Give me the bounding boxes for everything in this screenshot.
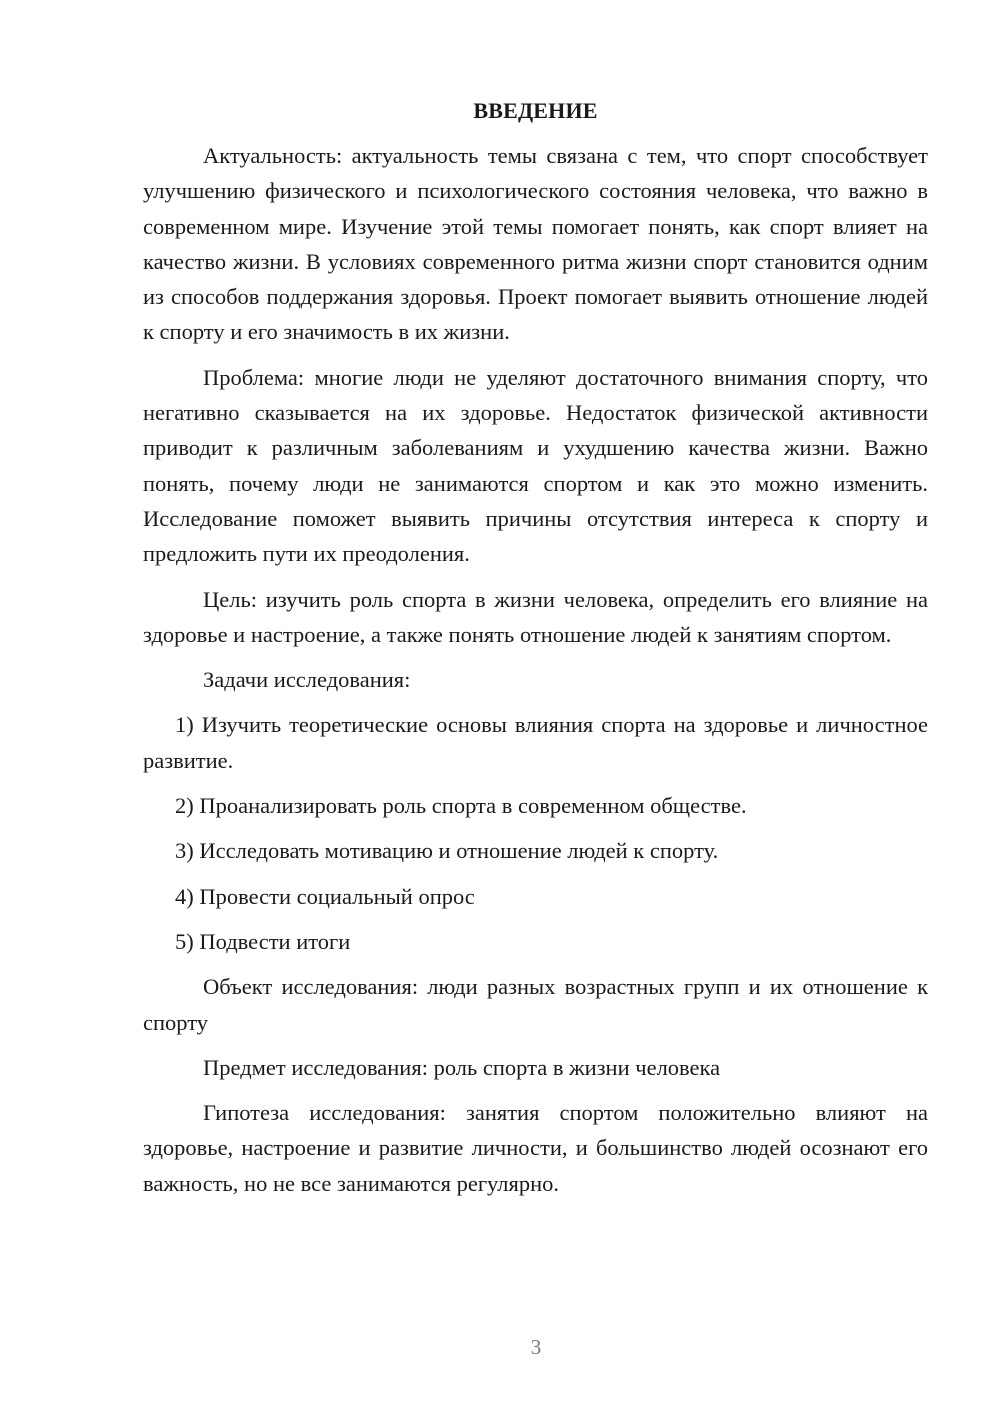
page-number: 3 — [530, 1335, 542, 1359]
paragraph-subject: Предмет исследования: роль спорта в жизни человека — [203, 1054, 721, 1080]
page-content — [143, 96, 928, 1211]
paragraph-relevance: Актуальность: актуальность темы связана с тем, что спорт способствует улучшению физического и психологического состояния человека, что важно в современном мире. Изучение этой темы помогает понять, как спорт влияет на качество жизни. В условиях современного ритма жизни спорт становится одним из способов поддержания здоровья. Проект помогает выявить отношение людей к спорту и его значимость в их жизни. — [143, 143, 928, 345]
task-item-1: 1) Изучить теоретические основы влияния спорта на здоровье и личностное развитие. — [143, 712, 928, 773]
task-item-4: 4) Провести социальный опрос — [175, 883, 475, 909]
paragraph-object: Объект исследования: люди разных возрастных групп и их отношение к спорту — [143, 974, 928, 1035]
task-item-2: 2) Проанализировать роль спорта в современном обществе. — [175, 793, 747, 819]
section-heading: ВВЕДЕНИЕ — [473, 98, 598, 123]
task-item-3: 3) Исследовать мотивацию и отношение людей к спорту. — [175, 838, 719, 864]
task-item-5: 5) Подвести итоги — [175, 928, 351, 954]
paragraph-goal: Цель: изучить роль спорта в жизни человека, определить его влияние на здоровье и настроение, а также понять отношение людей к занятиям спортом. — [143, 586, 928, 647]
paragraph-tasks-heading: Задачи исследования: — [203, 667, 411, 693]
paragraph-problem: Проблема: многие люди не уделяют достаточного внимания спорту, что негативно сказывается на их здоровье. Недостаток физической активности приводит к различным заболеваниям и ухудшению качества жизни. Важно понять, почему люди не занимаются спортом и как это можно изменить. Исследование поможет выявить причины отсутствия интереса к спорту и предложить пути их преодоления. — [143, 364, 928, 567]
paragraph-hypothesis: Гипотеза исследования: занятия спортом положительно влияют на здоровье, настроение и развитие личности, и большинство людей осознают его важность, но не все занимаются регулярно. — [143, 1100, 928, 1196]
